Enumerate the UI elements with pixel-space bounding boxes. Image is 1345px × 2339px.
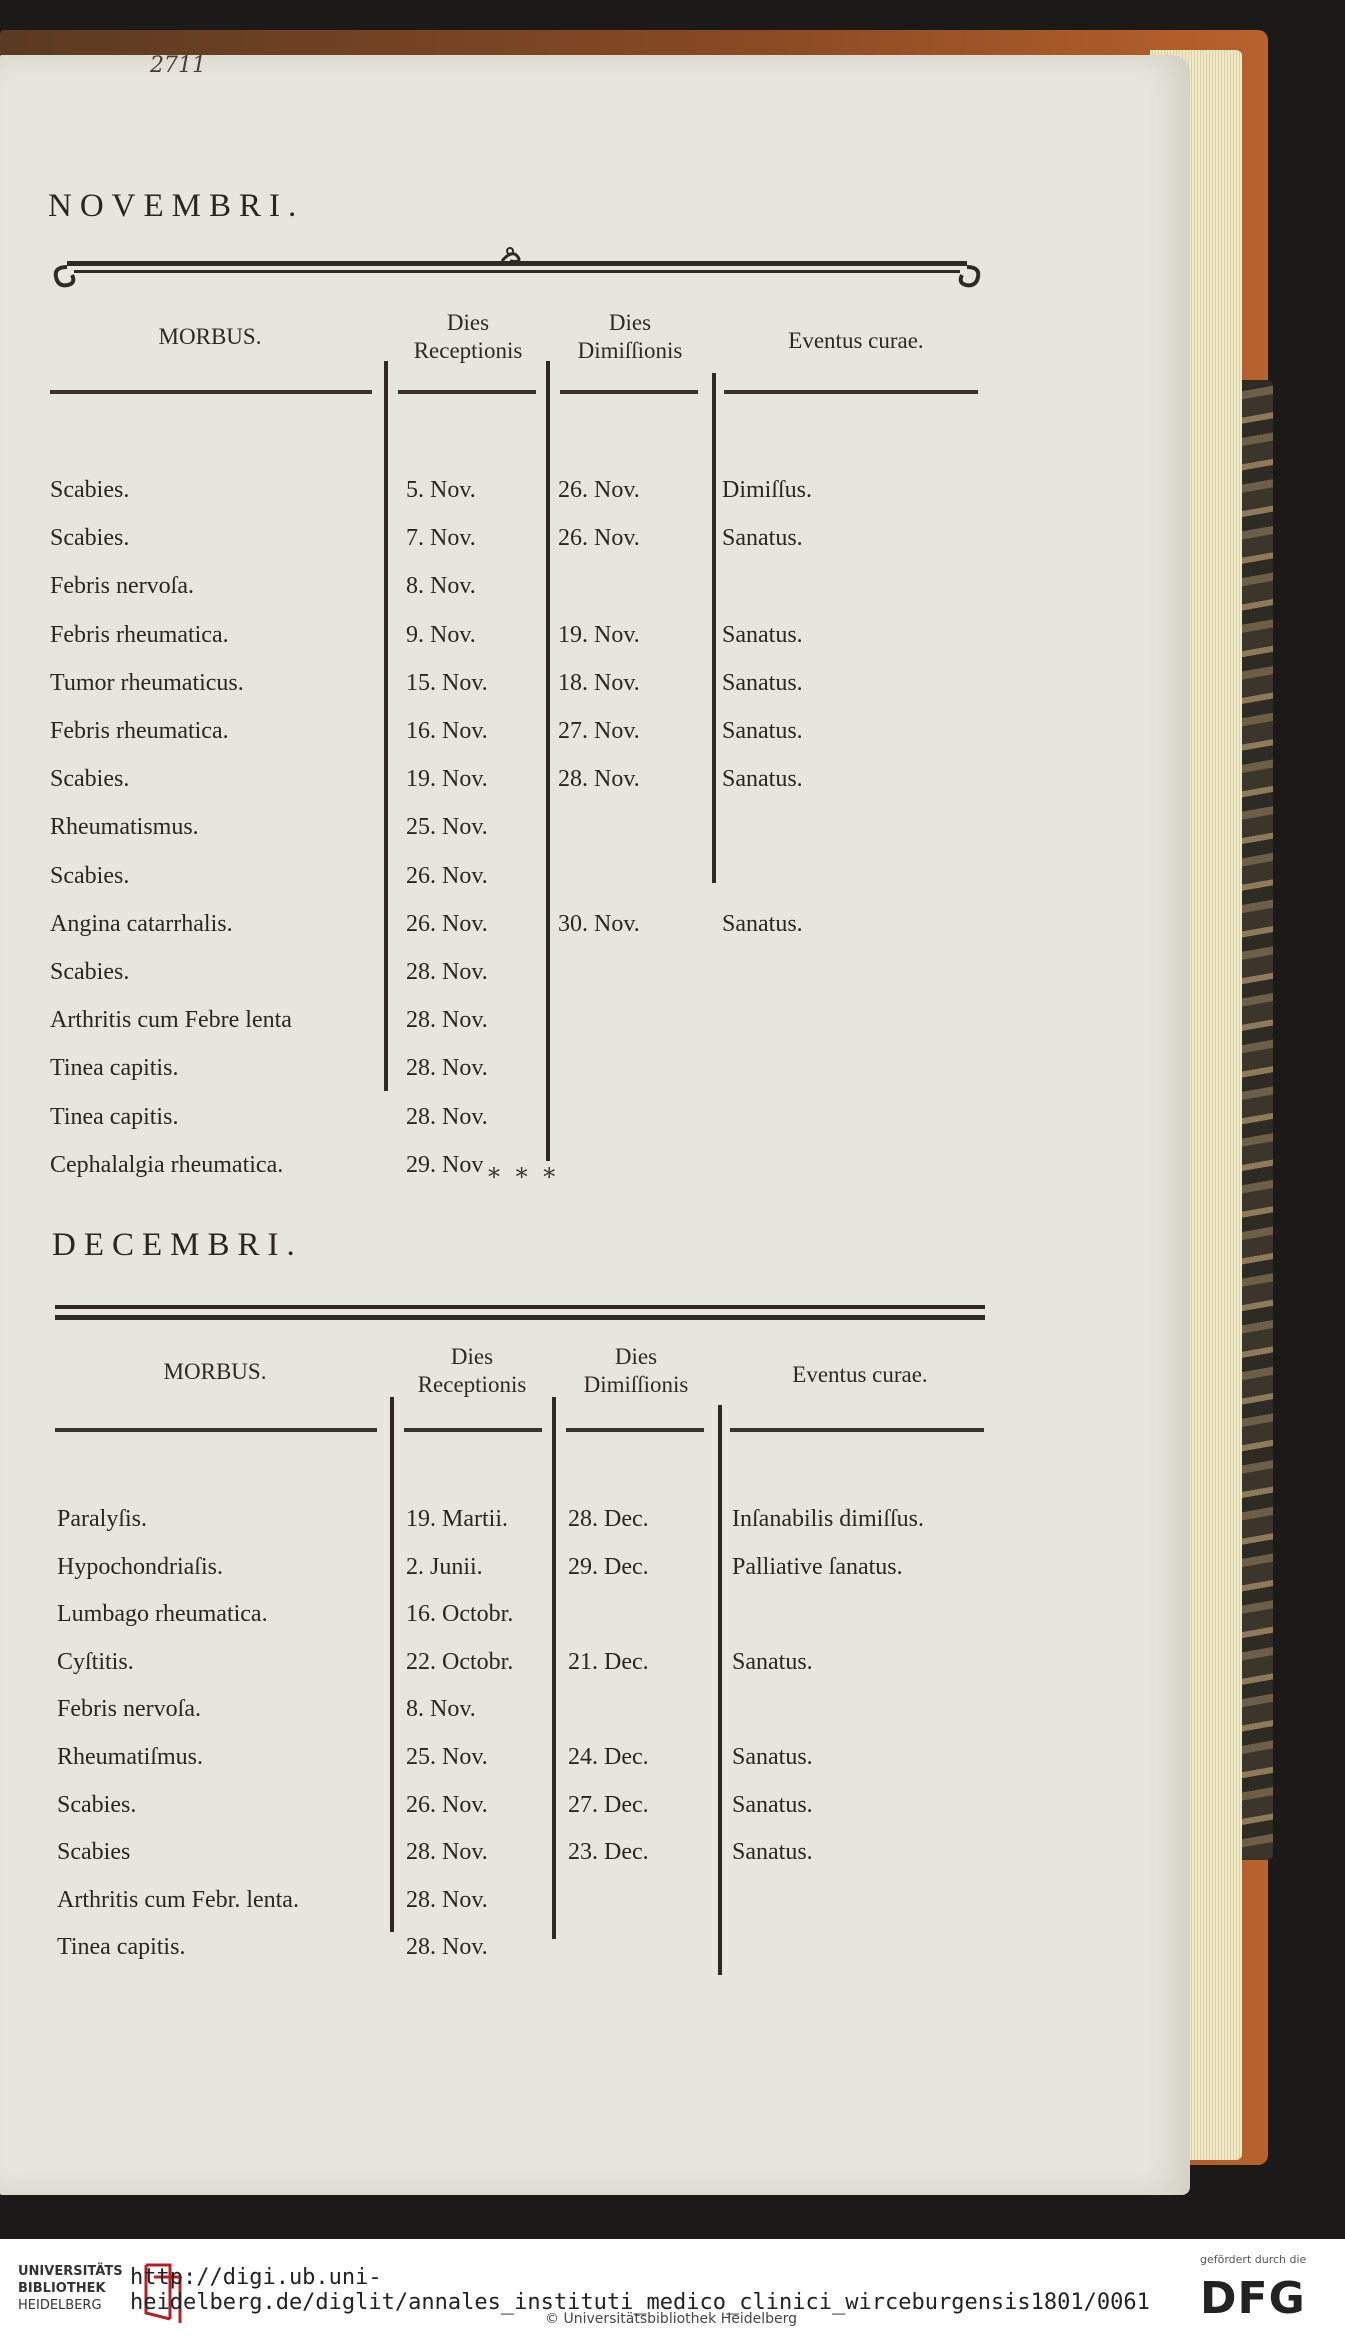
cell-morbus: Scabies. [50,477,130,503]
table-row [0,1696,1000,1736]
cell-morbus: Tumor rheumaticus. [50,669,244,696]
cell-morbus: Febris nervoſa. [57,1696,201,1723]
cell-dimissionis: 28. Nov. [558,766,640,793]
cell-dimissionis: 27. Nov. [558,718,640,744]
cell-morbus: Tinea capitis. [57,1934,186,1961]
header-label: Receptionis [413,338,523,363]
cell-eventus: Sanatus. [722,621,803,648]
cell-eventus: Sanatus. [722,525,803,552]
cell-receptionis: 7. Nov. [406,525,476,552]
table-row [0,1104,1000,1144]
cell-morbus: Scabies. [50,525,130,552]
table-row [0,1601,1000,1641]
table-row [0,911,1000,951]
table-row [0,718,1000,758]
table-row [0,573,1000,613]
header-underline [724,390,978,394]
column-rule [546,361,550,1161]
dfg-logo: DFG [1200,2273,1306,2324]
cell-receptionis: 8. Nov. [406,573,476,600]
cell-receptionis: 25. Nov. [406,814,488,841]
cell-dimissionis: 18. Nov. [558,669,640,696]
cell-morbus: Rheumatiſmus. [57,1744,203,1770]
cell-eventus: Sanatus. [722,910,803,937]
book-page [0,55,1190,2195]
header-label: Dies [450,1344,494,1369]
margin-note: 2711 [150,53,206,78]
library-line: HEIDELBERG [18,2298,102,2313]
cell-eventus: Sanatus. [722,766,803,793]
month-title-november: NOVEMBRI. [48,188,305,224]
cell-receptionis: 28. Nov. [406,1055,488,1082]
table-row [0,1792,1000,1832]
month-title-december: DECEMBRI. [52,1227,303,1263]
cell-dimissionis: 26. Nov. [558,525,640,552]
library-name [18,2263,123,2314]
cell-dimissionis: 30. Nov. [558,910,640,937]
cell-receptionis: 16. Nov. [406,718,488,744]
header-eventus: Eventus curae. [792,1362,928,1387]
table-row [0,1649,1000,1689]
cell-morbus: Arthritis cum Febre lenta [50,1007,292,1034]
header-label: Dimiſſionis [577,338,683,363]
table-row [0,863,1000,903]
cell-receptionis: 22. Octobr. [406,1648,514,1675]
cell-receptionis: 8. Nov. [406,1696,476,1723]
cell-receptionis: 26. Nov. [406,1791,488,1818]
table-row [0,1839,1000,1879]
header-eventus: Eventus curae. [788,328,924,353]
header-underline [566,1428,704,1432]
column-rule [384,361,388,1091]
cell-morbus: Lumbago rheumatica. [57,1601,268,1628]
header-underline [398,390,536,394]
cell-eventus: Dimiſſus. [722,477,813,503]
header-underline [404,1428,542,1432]
cell-eventus: Sanatus. [732,1839,813,1866]
cell-morbus: Cyſtitis. [57,1648,134,1675]
cell-morbus: Tinea capitis. [50,1103,179,1130]
table-row [0,477,1000,517]
column-rule [552,1397,556,1939]
table-row [0,814,1000,854]
header-morbus: MORBUS. [158,324,262,349]
cell-receptionis: 2. Junii. [406,1553,483,1580]
cell-receptionis: 5. Nov. [406,477,476,503]
header-dies-receptionis [392,1343,552,1399]
cell-eventus: Sanatus. [732,1744,813,1770]
cell-receptionis: 25. Nov. [406,1744,488,1770]
cell-morbus: Febris rheumatica. [50,621,229,648]
cell-dimissionis: 21. Dec. [568,1648,649,1675]
cell-receptionis: 16. Octobr. [406,1601,514,1628]
header-underline [560,390,698,394]
header-label: Dies [614,1344,658,1369]
cell-eventus: Sanatus. [722,718,803,744]
table-row [0,1506,1000,1546]
cell-dimissionis: 28. Dec. [568,1506,649,1532]
table-row [0,1055,1000,1095]
library-footer [0,2239,1345,2339]
cell-morbus: Febris rheumatica. [50,718,229,744]
header-label: Dimiſſionis [583,1372,689,1397]
header-label: Dies [608,310,652,335]
cell-receptionis: 19. Nov. [406,766,488,793]
copyright-text: © Universitätsbibliothek Heidelberg [545,2311,798,2327]
cell-dimissionis: 23. Dec. [568,1839,649,1866]
library-line: UNIVERSITÄTS [18,2264,123,2279]
cell-morbus: Scabies [57,1839,131,1866]
cell-dimissionis: 19. Nov. [558,621,640,648]
cell-dimissionis: 29. Dec. [568,1553,649,1580]
cell-eventus: Sanatus. [732,1791,813,1818]
table-row [0,1554,1000,1594]
cell-eventus: Sanatus. [732,1648,813,1675]
header-underline [730,1428,984,1432]
cell-receptionis: 26. Nov. [406,910,488,937]
cell-morbus: Paralyſis. [57,1506,147,1532]
header-label: Dies [446,310,490,335]
table-row [0,1934,1000,1974]
cell-receptionis: 15. Nov. [406,669,488,696]
column-rule [712,373,716,883]
cell-morbus: Hypochondriaſis. [57,1553,223,1580]
column-rule [718,1405,722,1975]
cell-morbus: Arthritis cum Febr. lenta. [57,1886,299,1913]
ornament-rule [52,245,982,295]
cell-eventus: Sanatus. [722,669,803,696]
cell-morbus: Rheumatismus. [50,814,199,841]
cell-eventus: Palliative ſanatus. [732,1553,903,1580]
header-morbus: MORBUS. [163,1359,267,1384]
header-dies-dimissionis [556,1343,716,1399]
cell-eventus: Inſanabilis dimiſſus. [732,1506,924,1532]
table-row [0,1007,1000,1047]
header-underline [55,1428,377,1432]
table-row [0,1887,1000,1927]
cell-dimissionis: 27. Dec. [568,1791,649,1818]
table-row [0,670,1000,710]
table-row [0,766,1000,806]
cell-morbus: Scabies. [57,1791,137,1818]
cell-receptionis: 28. Nov. [406,959,488,985]
cell-receptionis: 19. Martii. [406,1506,508,1532]
funded-by-label: gefördert durch die [1200,2253,1307,2266]
table-row [0,959,1000,999]
cell-morbus: Cephalalgia rheumatica. [50,1151,284,1178]
header-underline [50,390,372,394]
cell-morbus: Angina catarrhalis. [50,910,233,937]
cell-receptionis: 29. Nov [406,1151,484,1178]
cell-dimissionis: 26. Nov. [558,477,640,503]
header-label: Receptionis [417,1372,527,1397]
header-dies-dimissionis [550,309,710,365]
cell-receptionis: 26. Nov. [406,862,488,889]
table-row [0,622,1000,662]
cell-receptionis: 28. Nov. [406,1103,488,1130]
cell-dimissionis: 24. Dec. [568,1744,649,1770]
header-dies-receptionis [388,309,548,365]
cell-receptionis: 28. Nov. [406,1934,488,1961]
library-line: BIBLIOTHEK [18,2281,106,2296]
cell-receptionis: 28. Nov. [406,1007,488,1034]
table-row [0,1744,1000,1784]
cell-morbus: Tinea capitis. [50,1055,179,1082]
cell-morbus: Scabies. [50,959,130,985]
cell-morbus: Febris nervoſa. [50,573,194,600]
section-separator-stars: * * * [488,1163,560,1191]
cell-receptionis: 9. Nov. [406,621,476,648]
permalink-url[interactable]: http://digi.ub.uni-heidelberg.de/diglit/annales_instituti_medico_clinici_wirceburgensis1801/0061 [130,2265,1150,2315]
table-row [0,525,1000,565]
cell-receptionis: 28. Nov. [406,1886,488,1913]
double-rule [55,1305,985,1325]
column-rule [390,1397,394,1932]
cell-morbus: Scabies. [50,766,130,793]
cell-morbus: Scabies. [50,862,130,889]
cell-receptionis: 28. Nov. [406,1839,488,1866]
